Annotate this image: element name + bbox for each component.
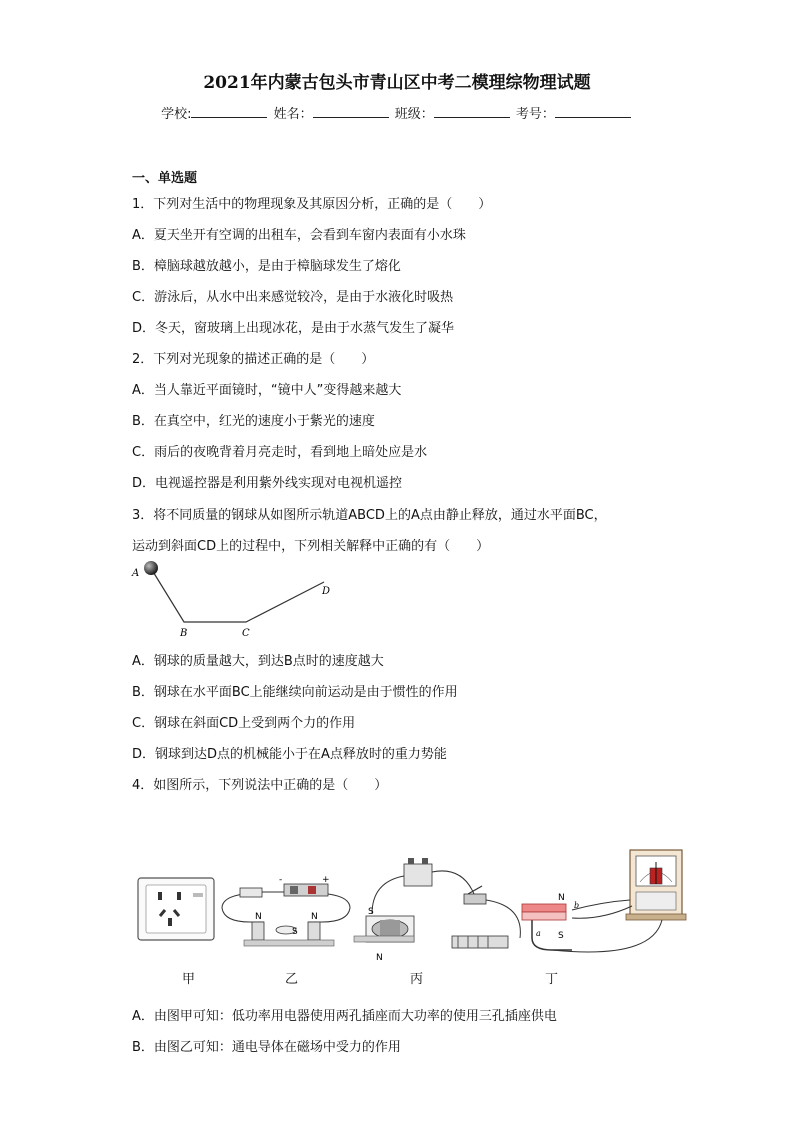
minus-sign: - xyxy=(279,875,283,885)
exam-no-blank[interactable] xyxy=(555,105,631,118)
caption-yi: 乙 xyxy=(285,972,299,987)
school-label: 学校: xyxy=(161,107,192,122)
steel-ball xyxy=(144,561,158,575)
q1-option-b: B．樟脑球越放越小，是由于樟脑球发生了熔化 xyxy=(132,259,401,274)
label-c: C xyxy=(242,628,250,639)
q1-option-a: A．夏天坐开有空调的出租车，会看到车窗内表面有小水珠 xyxy=(132,228,466,243)
ding-s-label: S xyxy=(558,931,564,941)
q2-option-b: B．在真空中，红光的速度小于紫光的速度 xyxy=(132,414,375,429)
q3-option-b: B．钢球在水平面BC上能继续向前运动是由于惯性的作用 xyxy=(132,685,458,700)
q2-option-d: D．电视遥控器是利用紫外线实现对电视机遥控 xyxy=(132,476,403,491)
q3-stem-line2: 运动到斜面CD上的过程中，下列相关解释中正确的有（ ） xyxy=(132,539,490,554)
figure-jia-socket xyxy=(138,878,214,940)
q4-option-b: B．由图乙可知：通电导体在磁场中受力的作用 xyxy=(132,1040,401,1055)
ding-n-label: N xyxy=(558,893,565,903)
q2-stem: 2．下列对光现象的描述正确的是（ ） xyxy=(132,352,375,367)
caption-bing: 丙 xyxy=(410,972,424,987)
q4-option-a: A．由图甲可知：低功率用电器使用两孔插座而大功率的使用三孔插座供电 xyxy=(132,1009,557,1024)
q3-option-c: C．钢球在斜面CD上受到两个力的作用 xyxy=(132,716,356,731)
school-blank[interactable] xyxy=(191,105,267,118)
track-figure xyxy=(128,558,348,644)
label-b: B xyxy=(180,628,188,639)
student-info-row xyxy=(0,103,794,122)
q2-option-a: A．当人靠近平面镜时，“镜中人”变得越来越大 xyxy=(132,383,402,398)
exam-no-label: 考号： xyxy=(515,107,555,122)
ding-b-label: b xyxy=(574,901,580,910)
name-blank[interactable] xyxy=(313,105,389,118)
caption-jia: 甲 xyxy=(182,972,196,987)
track-abcd xyxy=(152,570,324,622)
name-label: 姓名： xyxy=(273,107,313,122)
figure-yi-circuit xyxy=(222,875,350,946)
yi-n-left: N xyxy=(255,912,262,922)
q3-option-d: D．钢球到达D点的机械能小于在A点释放时的重力势能 xyxy=(132,747,447,762)
label-d: D xyxy=(322,586,331,597)
section-heading: 一、单选题 xyxy=(132,171,198,186)
q1-stem: 1．下列对生活中的物理现象及其原因分析，正确的是（ ） xyxy=(132,197,492,212)
class-label: 班级： xyxy=(394,107,434,122)
page-title: 2021年内蒙古包头市青山区中考二模理综物理试题 xyxy=(203,73,591,93)
bing-s-label: S xyxy=(368,907,374,917)
plus-sign: + xyxy=(322,875,330,885)
q3-option-a: A．钢球的质量越大，到达B点时的速度越大 xyxy=(132,654,384,669)
yi-s-label: S xyxy=(292,927,298,937)
q4-stem: 4．如图所示，下列说法中正确的是（ ） xyxy=(132,778,388,793)
class-blank[interactable] xyxy=(434,105,510,118)
ding-a-label: a xyxy=(536,929,541,938)
q1-option-c: C．游泳后，从水中出来感觉较冷，是由于水液化时吸热 xyxy=(132,290,454,305)
yi-n-right: N xyxy=(311,912,318,922)
figure-ding-induction xyxy=(522,850,686,952)
q2-option-c: C．雨后的夜晚背着月亮走时，看到地上暗处应是水 xyxy=(132,445,428,460)
caption-ding: 丁 xyxy=(545,972,559,987)
label-a: A xyxy=(132,568,140,579)
q1-option-d: D．冬天，窗玻璃上出现冰花，是由于水蒸气发生了凝华 xyxy=(132,321,455,336)
q3-stem-line1: 3．将不同质量的钢球从如图所示轨道ABCD上的A点由静止释放，通过水平面BC， xyxy=(132,508,607,523)
figure-bing-electromagnet xyxy=(354,858,520,963)
bing-n-label: N xyxy=(376,953,383,963)
